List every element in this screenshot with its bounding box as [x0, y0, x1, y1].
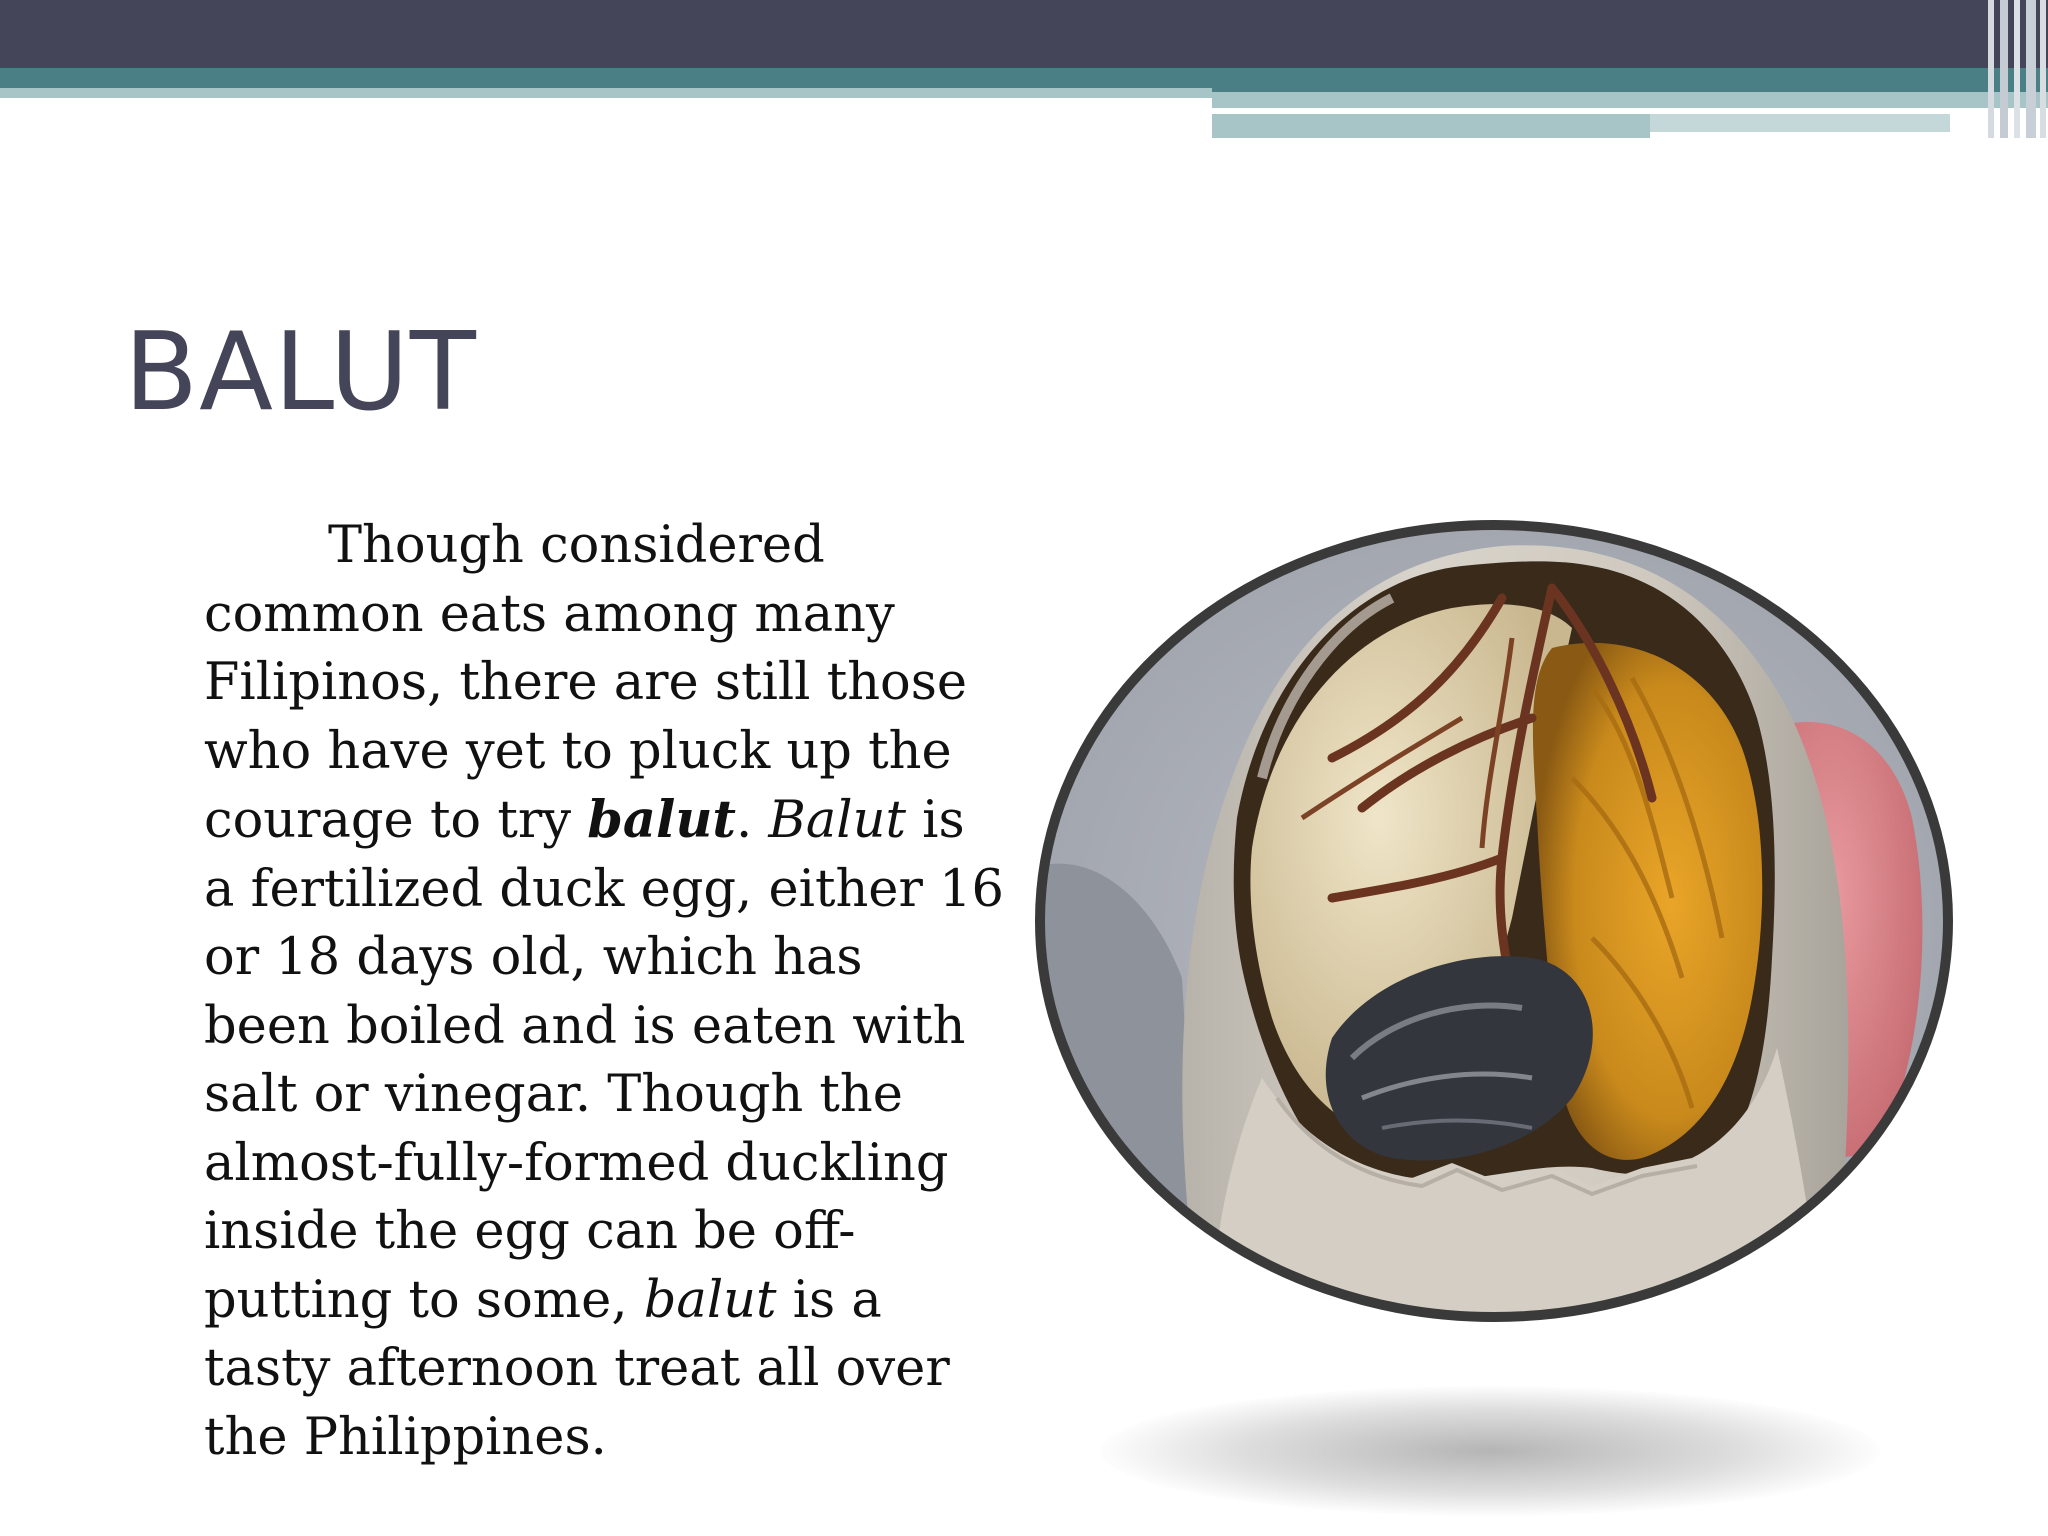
header-band-right	[1212, 92, 2048, 108]
balut-egg-illustration	[1032, 518, 1956, 1324]
paragraph-italic-balut-2: balut	[643, 1270, 777, 1330]
paragraph-italic-balut: Balut	[768, 791, 906, 850]
header-band-dark	[0, 0, 2048, 68]
edge-stripes	[1986, 0, 2048, 138]
photo-shadow	[1100, 1386, 1880, 1516]
balut-photo	[1032, 518, 1956, 1324]
header-band-light	[0, 88, 1212, 98]
paragraph-emphasis-balut: balut	[587, 790, 736, 850]
paragraph-text-4: is a tasty afternoon treat all over the Philippines.	[204, 1270, 950, 1467]
header-band-lower-light	[1650, 114, 1950, 132]
paragraph-text-3: is a fertilized duck egg, either 16 or 18 days old, which has been boiled and is eaten with salt or vinegar. Though the almost-fully-formed duckling inside the egg can be off-putting to some,	[204, 791, 1004, 1330]
slide-title: BALUT	[124, 310, 477, 435]
body-paragraph	[204, 512, 1004, 1472]
paragraph-text-2: .	[735, 791, 769, 850]
paragraph-text-1: Though considered common eats among many Filipinos, there are still those who have yet to pluck up the courage to try	[204, 516, 968, 850]
header-band-lower	[1212, 114, 1650, 138]
